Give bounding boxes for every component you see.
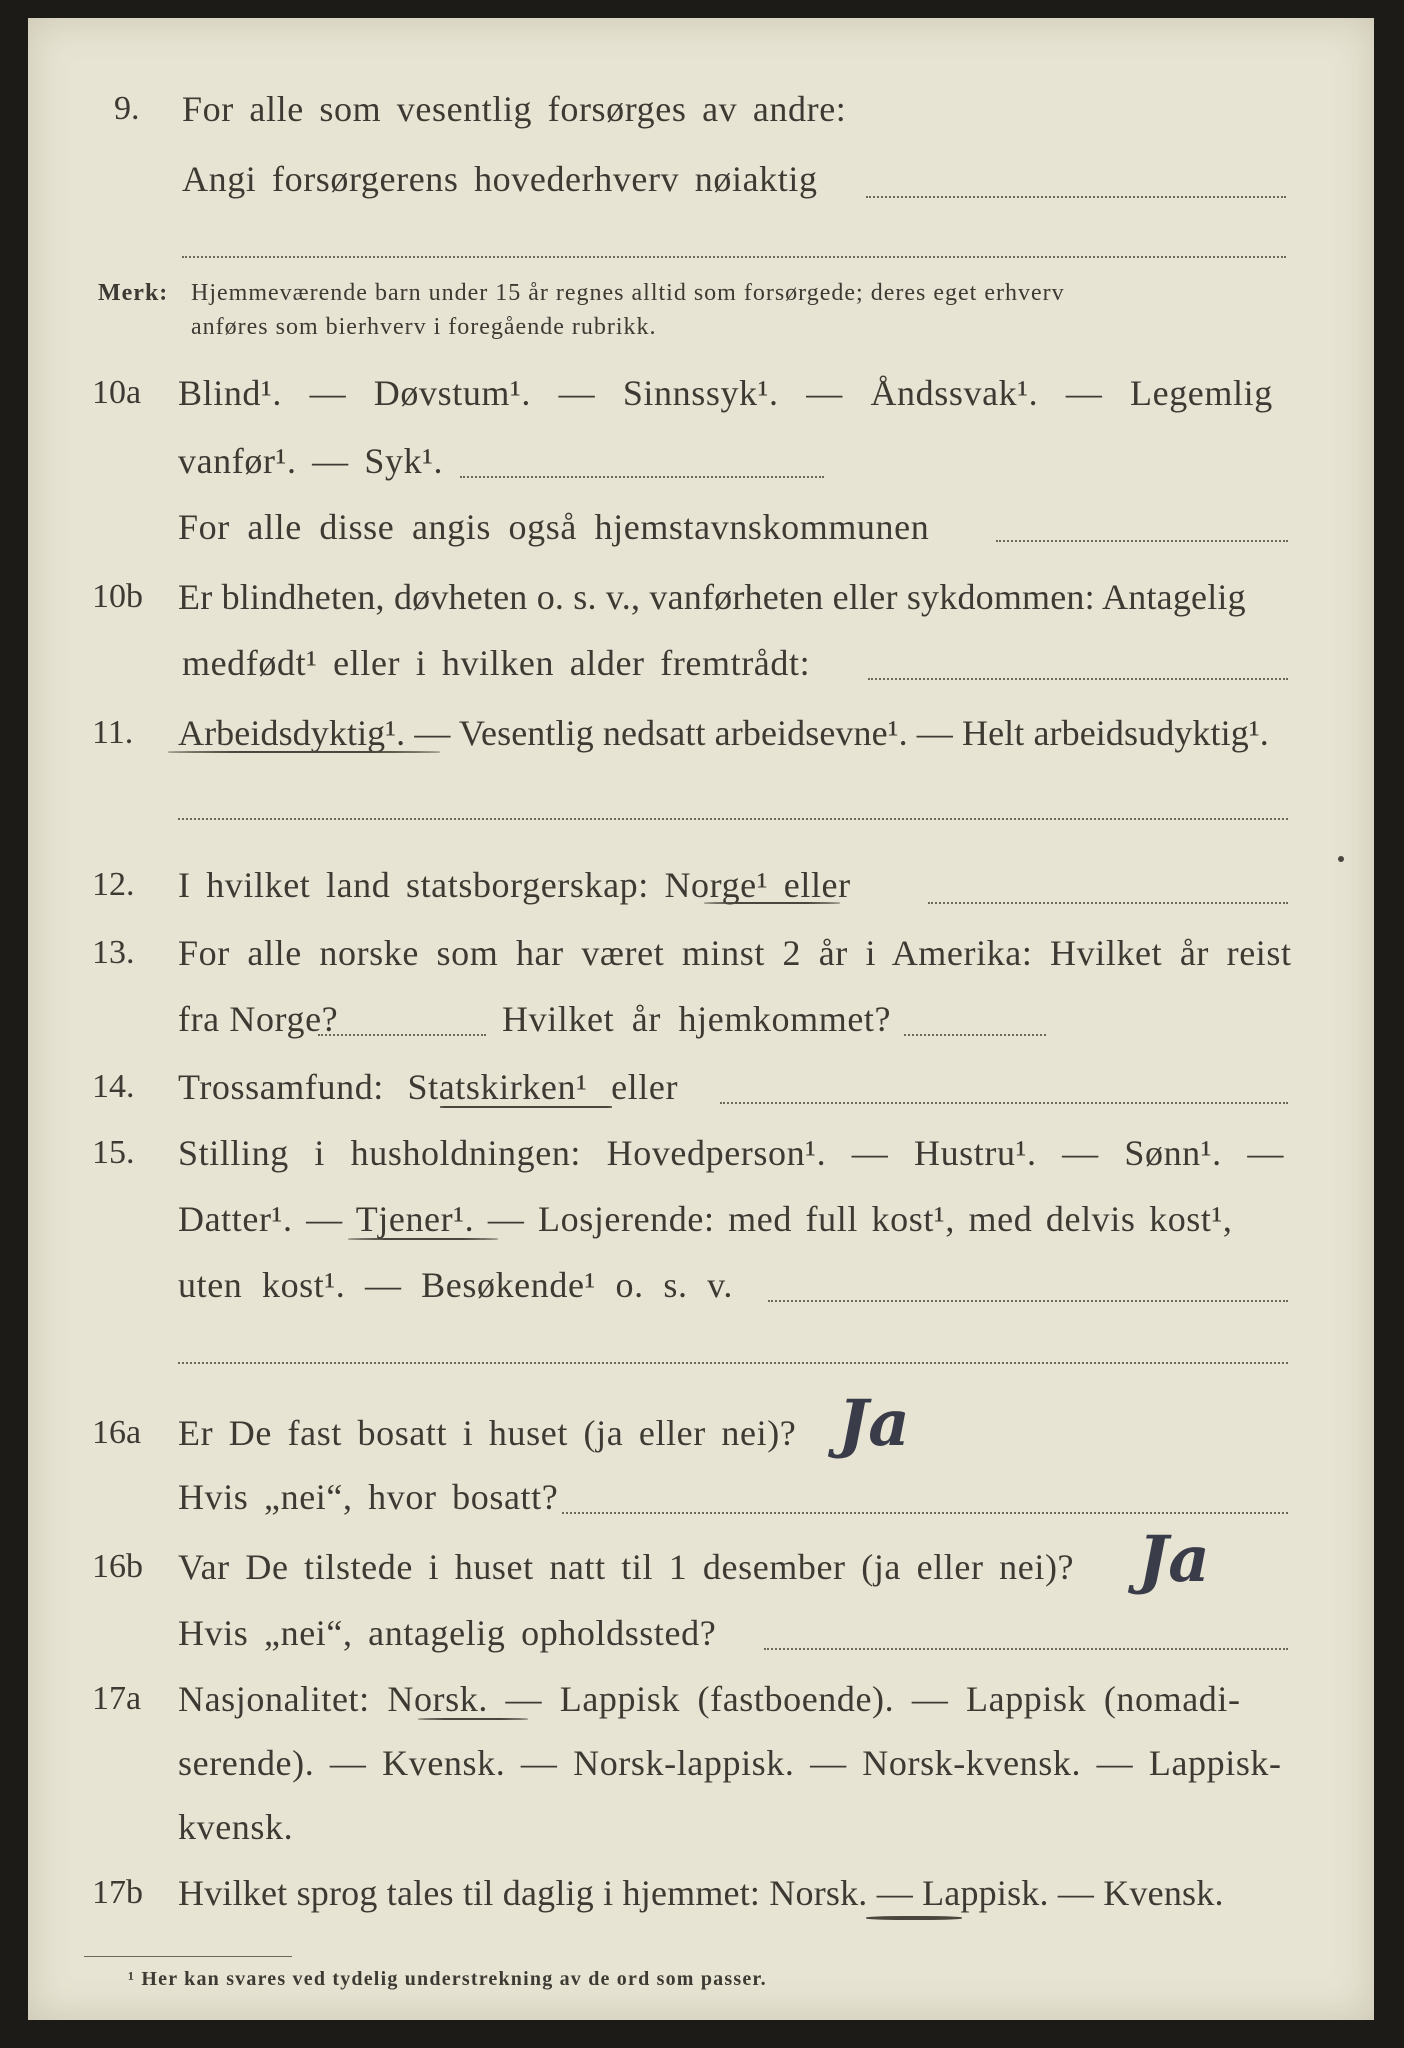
question-10b-line-1: Er blindheten, døvheten o. s. v., vanførheten eller sykdommen: Antagelig <box>178 577 1246 617</box>
question-16b-line-2: Hvis „nei“, antagelig opholdssted? <box>178 1613 717 1653</box>
question-13-line-2a: fra Norge? <box>178 999 339 1039</box>
question-13-number: 13. <box>92 934 135 971</box>
underline-norsk <box>418 1718 528 1720</box>
question-11-line-1: Arbeidsdyktig¹. — Vesentlig nedsatt arbeidsevne¹. — Helt arbeidsudyktig¹. <box>178 713 1269 753</box>
question-11-answer-line <box>178 818 1288 820</box>
question-10a-hometown-line <box>996 540 1288 542</box>
footnote-separator <box>84 1956 292 1957</box>
question-10b-line-2: medfødt¹ eller i hvilken alder fremtrådt: <box>182 643 811 683</box>
question-12-number: 12. <box>92 866 135 903</box>
question-10b-answer-line <box>868 678 1288 680</box>
question-13-line-2b: Hvilket år hjemkommet? <box>502 999 892 1039</box>
question-16b-line-1: Var De tilstede i huset natt til 1 desember (ja eller nei)? <box>178 1547 1075 1587</box>
question-15-number: 15. <box>92 1134 135 1171</box>
question-16a-line-1: Er De fast bosatt i huset (ja eller nei)? <box>178 1413 797 1453</box>
underline-tjener <box>348 1238 498 1240</box>
census-form-page <box>28 18 1374 2020</box>
question-10a-answer-line <box>460 476 824 478</box>
question-17b-line-1: Hvilket sprog tales til daglig i hjemmet: Norsk. — Lappisk. — Kvensk. <box>178 1873 1224 1913</box>
footnote: ¹ Her kan svares ved tydelig understrekning av de ord som passer. <box>128 1968 767 1990</box>
question-10a-number: 10a <box>92 374 142 411</box>
question-13-line-1: For alle norske som har været minst 2 år i Amerika: Hvilket år reist <box>178 933 1292 973</box>
question-10a-line-1: Blind¹. — Døvstum¹. — Sinnssyk¹. — Åndssvak¹. — Legemlig <box>178 373 1273 413</box>
underline-arbeidsdyktig <box>168 751 440 753</box>
note-label: Merk: <box>98 280 169 306</box>
question-15-line-1: Stilling i husholdningen: Hovedperson¹. — Hustru¹. — Sønn¹. — <box>178 1133 1284 1173</box>
question-13-year-returned-line <box>904 1034 1046 1036</box>
underline-statskirken <box>440 1106 612 1108</box>
question-17a-number: 17a <box>92 1680 142 1717</box>
question-17a-line-2: serende). — Kvensk. — Norsk-lappisk. — Norsk-kvensk. — Lappisk- <box>178 1743 1282 1783</box>
question-16a-answer-line <box>562 1512 1288 1514</box>
question-10a-line-2: vanfør¹. — Syk¹. <box>178 441 444 481</box>
handwritten-answer-16a: Ja <box>838 1386 910 1461</box>
question-15-line-3: uten kost¹. — Besøkende¹ o. s. v. <box>178 1265 734 1305</box>
question-9-text: For alle som vesentlig forsørges av andre: <box>182 89 847 129</box>
question-9-answer-line <box>866 196 1286 198</box>
question-14-number: 14. <box>92 1068 135 1105</box>
question-17a-line-1: Nasjonalitet: Norsk. — Lappisk (fastboende). — Lappisk (nomadi- <box>178 1679 1241 1719</box>
question-14-line-1: Trossamfund: Statskirken¹ eller <box>178 1067 679 1107</box>
question-9-provider-occupation-label: Angi forsørgerens hovederhverv nøiaktig <box>182 159 818 199</box>
question-10a-line-3: For alle disse angis også hjemstavnskommunen <box>178 507 930 547</box>
question-12-answer-line <box>928 902 1288 904</box>
underline-norsk-language <box>866 1916 962 1920</box>
question-13-year-left-line <box>318 1034 486 1036</box>
question-16a-line-2: Hvis „nei“, hvor bosatt? <box>178 1477 559 1517</box>
question-15-answer-line <box>768 1300 1288 1302</box>
question-16b-number: 16b <box>92 1548 143 1585</box>
question-15-line-2: Datter¹. — Tjener¹. — Losjerende: med full kost¹, med delvis kost¹, <box>178 1199 1233 1239</box>
question-12-line-1: I hvilket land statsborgerskap: Norge¹ eller <box>178 865 851 905</box>
question-14-answer-line <box>720 1102 1288 1104</box>
question-11-number: 11. <box>92 714 134 751</box>
question-15-answer-line-2 <box>178 1362 1288 1364</box>
ink-speck <box>1338 856 1344 862</box>
question-16b-answer-line <box>764 1648 1288 1650</box>
question-9-answer-line-2 <box>182 256 1286 258</box>
underline-norge <box>704 902 840 904</box>
question-10b-number: 10b <box>92 578 143 615</box>
question-17b-number: 17b <box>92 1874 143 1911</box>
note-line-1: Hjemmeværende barn under 15 år regnes alltid som forsørgede; deres eget erhverv <box>191 280 1065 306</box>
handwritten-answer-16b: Ja <box>1138 1522 1210 1597</box>
question-9-number: 9. <box>114 90 140 127</box>
question-16a-number: 16a <box>92 1414 142 1451</box>
question-17a-line-3: kvensk. <box>178 1807 294 1847</box>
note-line-2: anføres som bierhverv i foregående rubrikk. <box>191 314 657 340</box>
